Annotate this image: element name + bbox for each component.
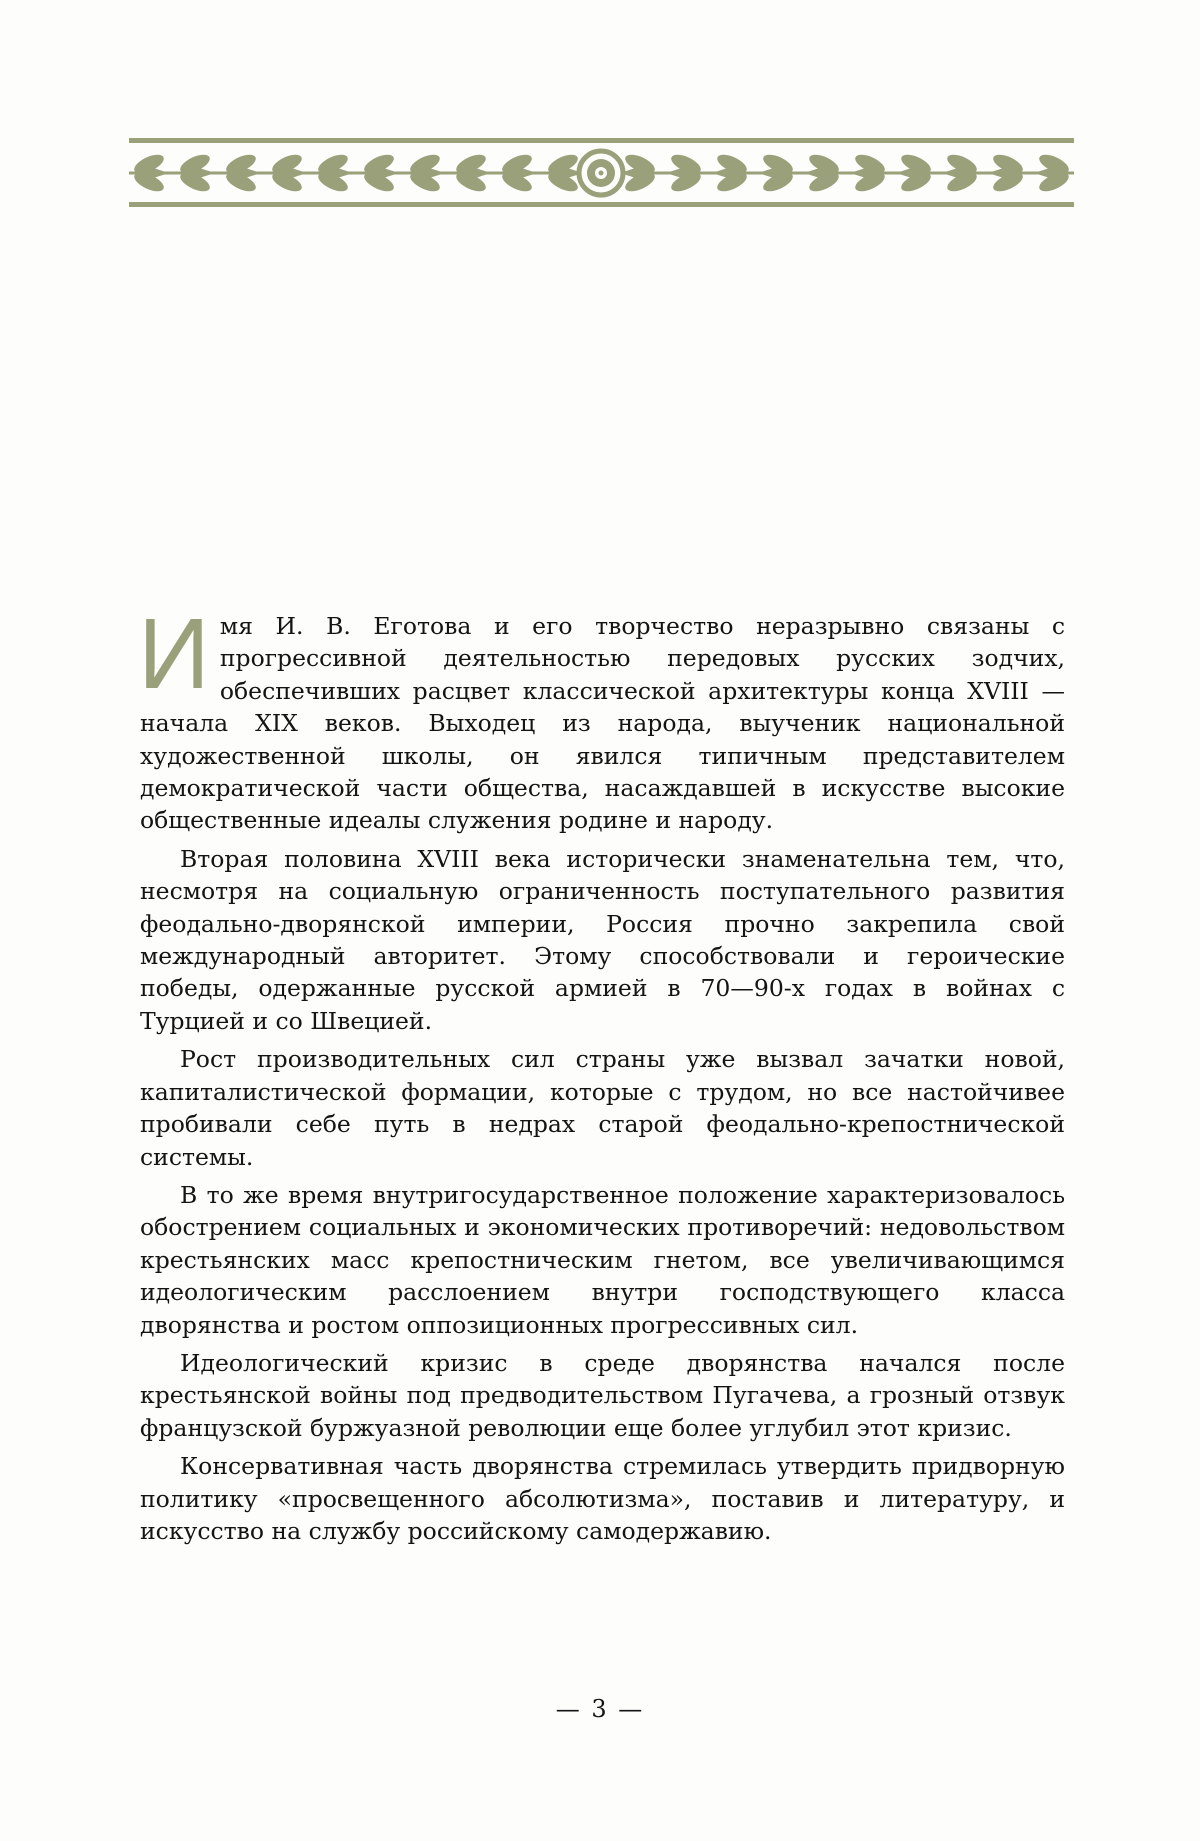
drop-cap: И bbox=[138, 598, 210, 710]
paragraph: Рост производительных сил страны уже вызвал зачатки новой, капиталистической формации, которые с трудом, но все настойчивее пробивали себе путь в недрах старой феодально-крепостнической системы. bbox=[140, 1045, 1065, 1171]
article-body bbox=[138, 598, 1065, 1547]
paragraph: Консервативная часть дворянства стремилась утвердить придворную политику «просвещенного абсолютизма», поставив и литературу, и искусство на службу российскому самодержавию. bbox=[140, 1452, 1065, 1545]
paragraph-text: мя И. В. Еготова и его творчество неразрывно связаны с прогрессивной деятельностью передовых русских зодчих, обеспечивших расцвет классической архитектуры конца XVIII — начала XIX веков. Выходец из народа, выученик национальной художественной школы, он явился типичным представителем демократической части общества, насаждавшей в искусстве высокие общественные идеалы служения родине и народу. bbox=[140, 612, 1065, 835]
laurel-garland-with-rosette-icon bbox=[129, 138, 1074, 208]
paragraph bbox=[138, 598, 1065, 837]
paragraph: В то же время внутригосударственное положение характеризовалось обострением социальных и экономических противоречий: недовольством крестьянских масс крепостническим гнетом, все увеличивающимся идеологическим расслоением внутри господствующего класса дворянства и ростом оппозиционных прогрессивных сил. bbox=[140, 1180, 1065, 1339]
page-number: — 3 — bbox=[555, 1695, 645, 1723]
paragraph: Вторая половина XVIII века исторически знаменательна тем, что, несмотря на социальную ограниченность поступательного развития феодально-дворянской империи, Россия прочно закрепила свой международный авторитет. Этому способствовали и героические победы, одержанные русской армией в 70—90-х годах в войнах с Турцией и со Швецией. bbox=[140, 844, 1065, 1035]
paragraph: Идеологический кризис в среде дворянства начался после крестьянской войны под предводительством Пугачева, а грозный отзвук французской буржуазной революции еще более углубил этот кризис. bbox=[140, 1348, 1065, 1442]
